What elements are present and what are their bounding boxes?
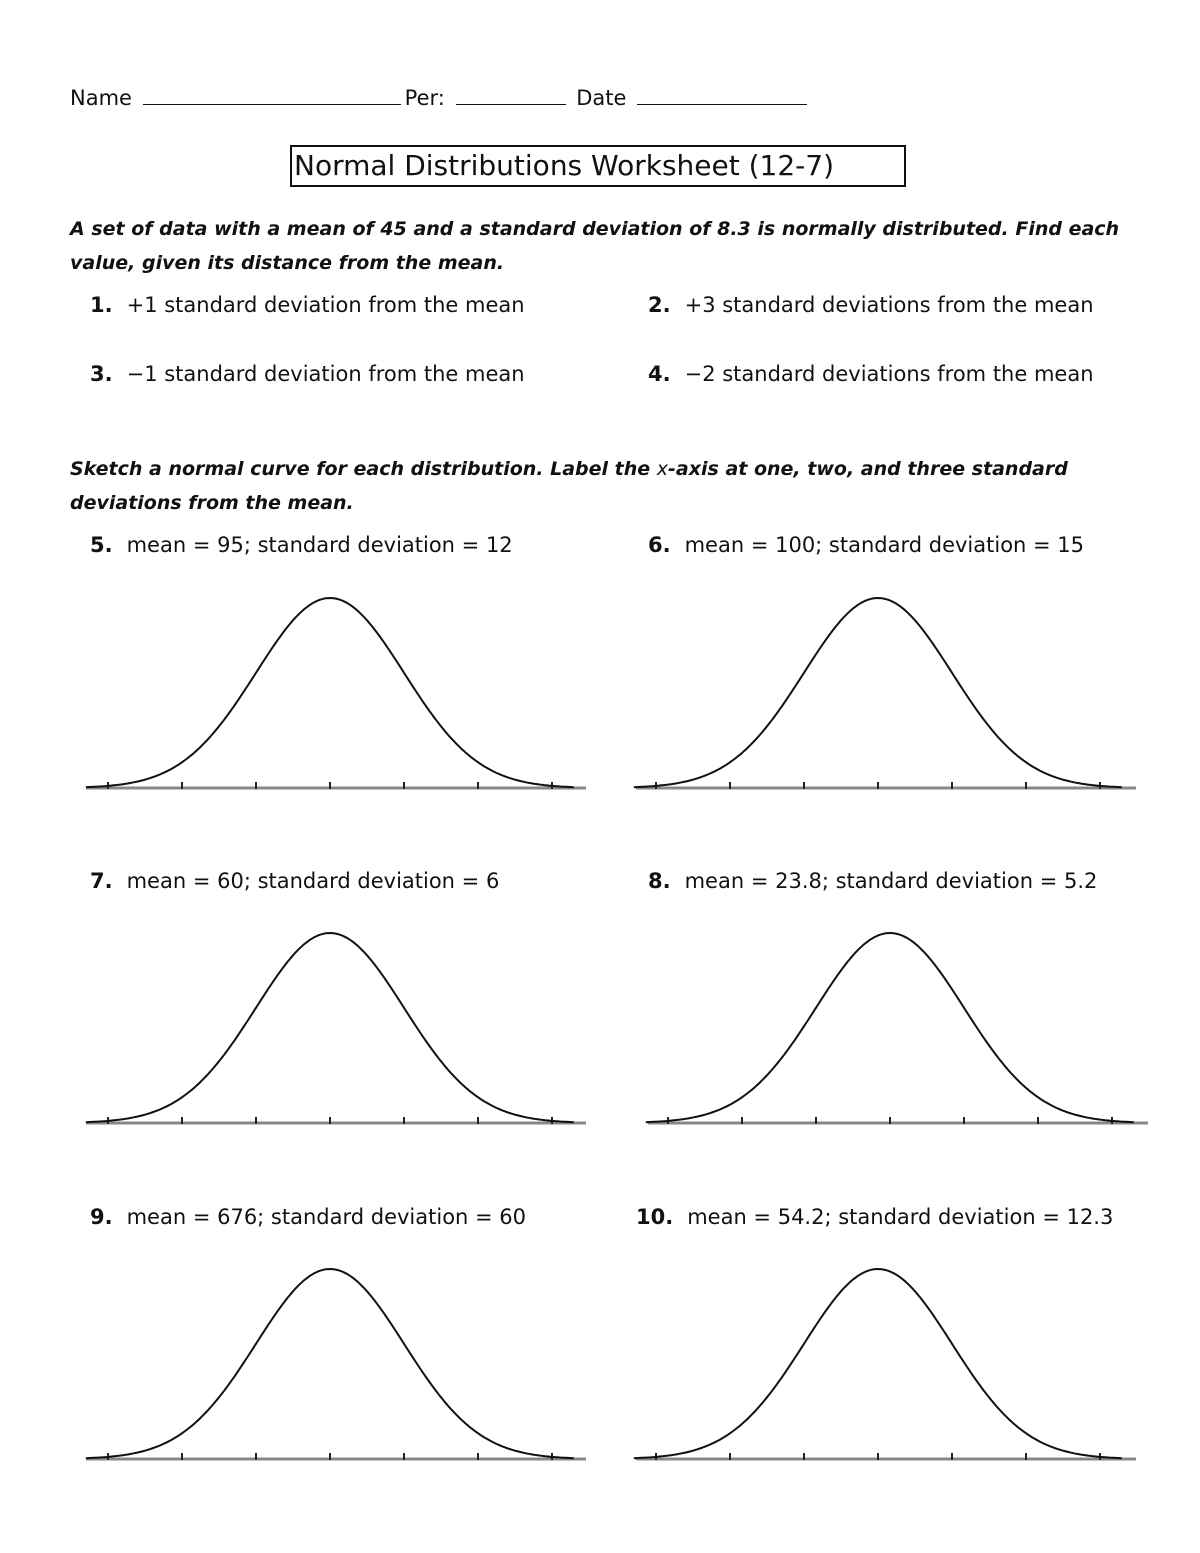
section1-instructions: A set of data with a mean of 45 and a standard deviation of 8.3 is normally distributed. Find each value, given its distance from the mean. [70,218,1120,274]
problem-10 [636,1205,1113,1229]
bell-curve-path [634,1269,1122,1458]
question-number: 3. [90,362,113,386]
question-text: +1 standard deviation from the mean [126,293,525,317]
problem-text: mean = 23.8; standard deviation = 5.2 [684,869,1098,893]
problem-number: 6. [648,533,671,557]
name-field[interactable] [143,86,401,105]
problem-text: mean = 676; standard deviation = 60 [126,1205,527,1229]
question-1 [90,293,525,317]
question-text: +3 standard deviations from the mean [684,293,1094,317]
problem-7 [90,869,499,893]
per-label: Per: [404,86,445,110]
problem-text: mean = 54.2; standard deviation = 12.3 [687,1205,1114,1229]
section2-instructions-part1: Sketch a normal curve for each distribution. Label the [70,458,657,480]
problem-number: 7. [90,869,113,893]
problem-6 [648,533,1084,557]
bell-curve-path [86,1269,574,1458]
problem-text: mean = 100; standard deviation = 15 [684,533,1085,557]
date-label: Date [576,86,627,110]
bell-curve-path [86,598,574,787]
problem-text: mean = 95; standard deviation = 12 [126,533,513,557]
worksheet-title: Normal Distributions Worksheet (12-7) [290,145,906,187]
problem-8 [648,869,1097,893]
name-label: Name [70,86,132,110]
problem-9 [90,1205,526,1229]
problem-text: mean = 60; standard deviation = 6 [126,869,500,893]
problem-number: 5. [90,533,113,557]
question-text: −2 standard deviations from the mean [684,362,1094,386]
problem-number: 8. [648,869,671,893]
bell-curve-path [646,933,1134,1122]
section2-instructions-var: x [656,458,669,480]
problem-5 [90,533,513,557]
bell-curve-path [634,598,1122,787]
header-line [70,86,811,110]
date-field[interactable] [637,86,807,105]
question-number: 4. [648,362,671,386]
question-3 [90,362,525,386]
question-text: −1 standard deviation from the mean [126,362,525,386]
problem-number: 9. [90,1205,113,1229]
problem-number: 10. [636,1205,674,1229]
question-number: 2. [648,293,671,317]
question-2 [648,293,1094,317]
question-number: 1. [90,293,113,317]
question-4 [648,362,1094,386]
section2-instructions [70,452,1140,520]
bell-curve-path [86,933,574,1122]
per-field[interactable] [456,86,566,105]
section2-instructions-part2: -axis at one, two, and three standard deviations from the mean. [70,458,1068,514]
